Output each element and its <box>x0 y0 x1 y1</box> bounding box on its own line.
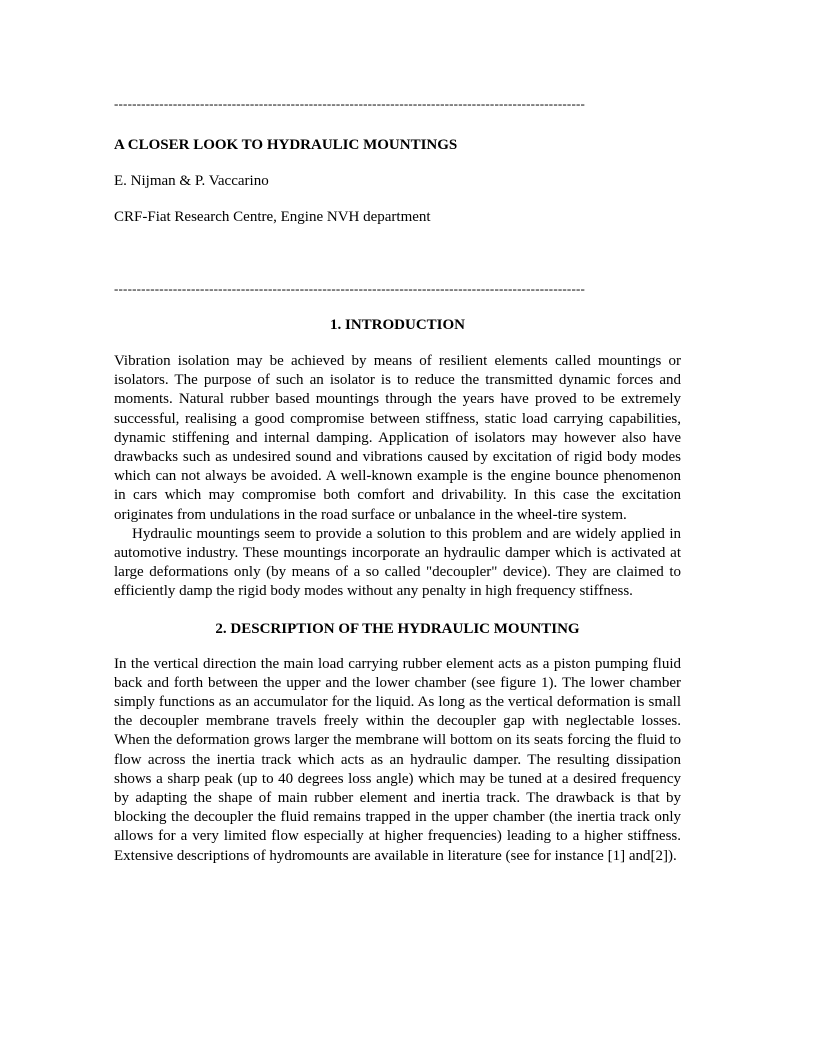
document-page <box>114 96 681 866</box>
top-dashed-rule: -------------------------------------------------------------------------------------------------------- <box>114 96 586 111</box>
paper-title: A CLOSER LOOK TO HYDRAULIC MOUNTINGS <box>114 137 458 153</box>
paper-affiliation: CRF-Fiat Research Centre, Engine NVH department <box>114 209 431 225</box>
intro-paragraph-1: Vibration isolation may be achieved by means of resilient elements called mountings or isolators. The purpose of such an isolator is to reduce the transmitted dynamic forces and moments. Natural rubber based mountings through the years have proved to be extremely successful, realising a good compromise between stiffness, static load carrying capabilities, dynamic stiffening and internal damping. Application of isolators may however also have drawbacks such as undesired sound and vibrations caused by excitation of rigid body modes which can not always be avoided. A well-known example is the engine bounce phenomenon in cars which may compromise both comfort and drivability. In this case the excitation originates from undulations in the road surface or unbalance in the wheel-tire system. <box>114 353 681 523</box>
intro-paragraph-2: Hydraulic mountings seem to provide a solution to this problem and are widely applied in automotive industry. These mountings incorporate an hydraulic damper which is activated at large deformations only (by means of a so called "decoupler" device). They are claimed to efficiently damp the rigid body modes without any penalty in high frequency stiffness. <box>114 525 681 600</box>
description-paragraph-1: In the vertical direction the main load carrying rubber element acts as a piston pumping fluid back and forth between the upper and the lower chamber (see figure 1). The lower chamber simply functions as an accumulator for the liquid. As long as the vertical deformation is small the decoupler membrane travels freely within the decoupler gap with neglectable losses. When the deformation grows larger the membrane will bottom on its seats forcing the fluid to flow across the inertia track which acts as an hydraulic damper. The resulting dissipation shows a sharp peak (up to 40 degrees loss angle) which may be tuned at a desired frequency by adapting the shape of main rubber element and inertia track. The drawback is that by blocking the decoupler the fluid remains trapped in the upper chamber (the inertia track only allows for a very limited flow especially at higher frequencies) leading to a higher stiffness. Extensive descriptions of hydromounts are available in literature (see for instance [1] and[2]). <box>114 655 681 864</box>
bottom-dashed-rule: -------------------------------------------------------------------------------------------------------- <box>114 281 586 296</box>
section-heading-description: 2. DESCRIPTION OF THE HYDRAULIC MOUNTING <box>215 620 580 637</box>
paper-authors: E. Nijman & P. Vaccarino <box>114 173 269 189</box>
section-heading-introduction: 1. INTRODUCTION <box>329 317 465 333</box>
